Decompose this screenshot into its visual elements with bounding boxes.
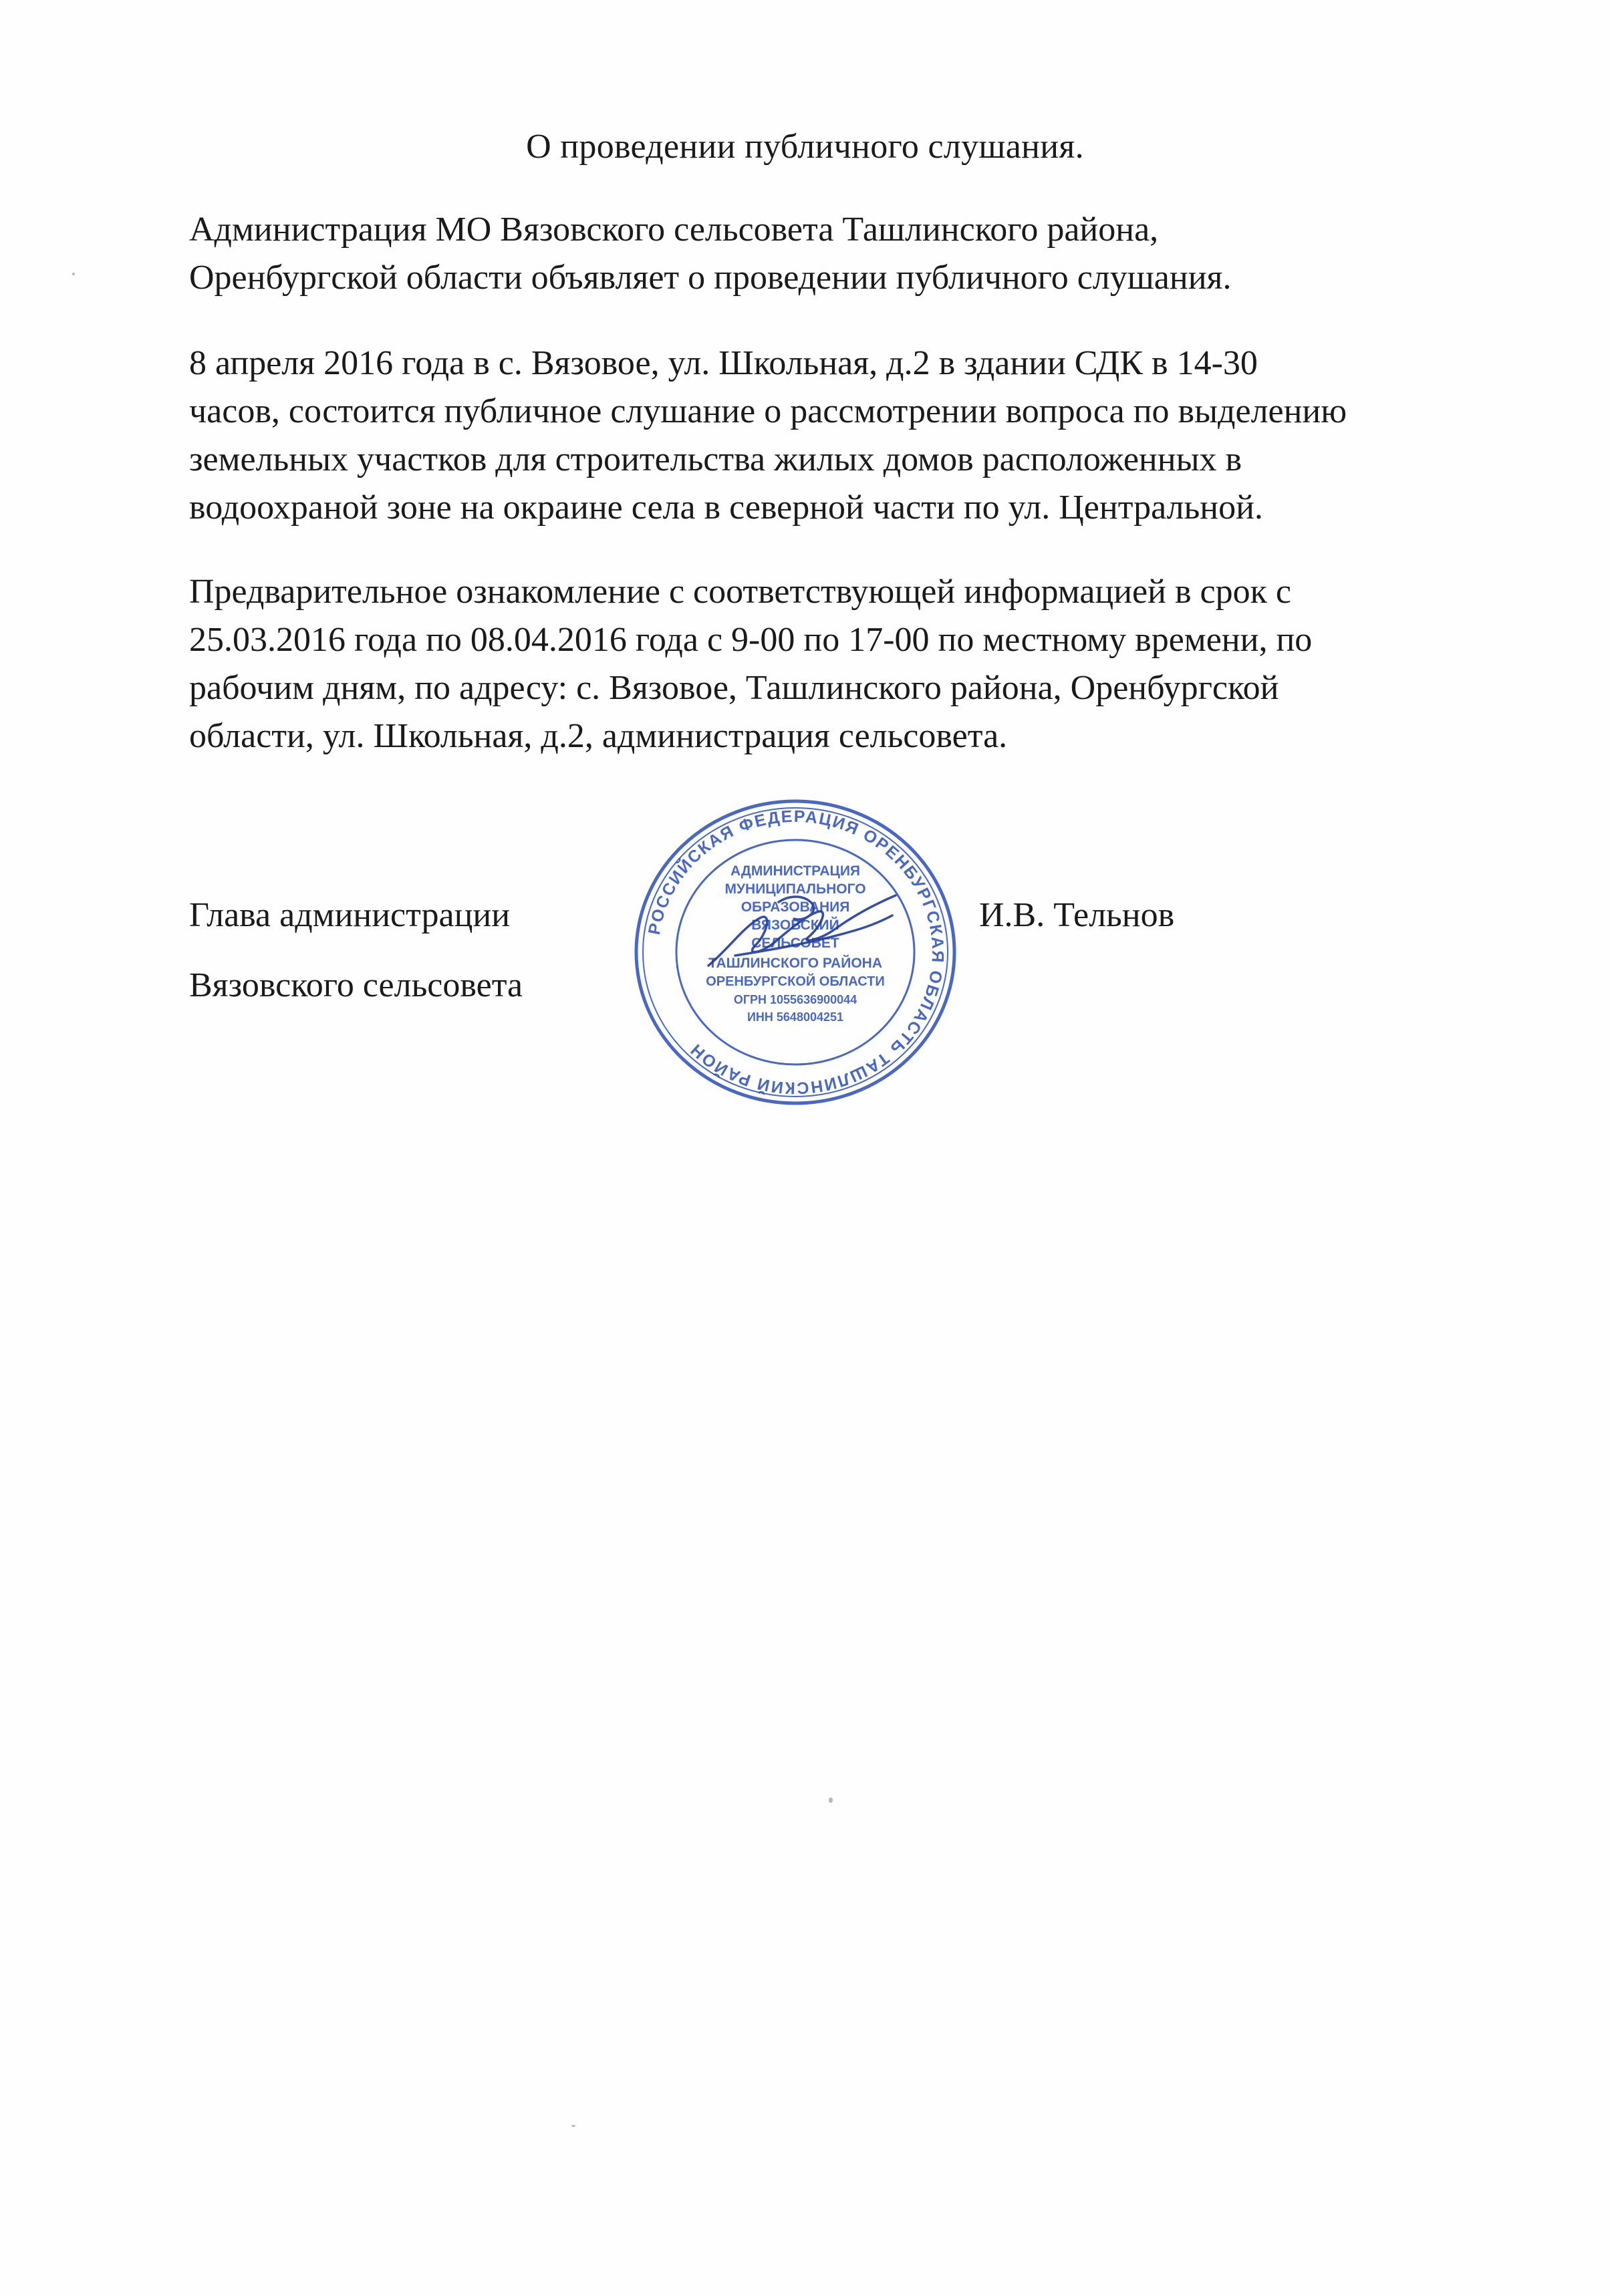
signatory-organization: Вязовского сельсовета — [189, 966, 523, 1004]
seal-text-line: СЕЛЬСОВЕТ — [751, 936, 839, 951]
seal-text-line: ТАШЛИНСКОГО РАЙОНА — [708, 956, 882, 971]
seal-text-line: ОРЕНБУРГСКОЙ ОБЛАСТИ — [706, 974, 885, 989]
text-line: 8 апреля 2016 года в с. Вязовое, ул. Школьная, д.2 в здании СДК в 14-30 — [189, 344, 1258, 382]
text-line: Предварительное ознакомление с соответствующей информацией в срок с — [189, 573, 1291, 611]
text-line: Оренбургской области объявляет о проведении публичного слушания. — [189, 259, 1232, 297]
seal-text-line: ИНН 5648004251 — [747, 1010, 844, 1024]
paragraph-preliminary-review — [189, 568, 1519, 760]
seal-text-line: МУНИЦИПАЛЬНОГО — [724, 881, 866, 897]
text-line: земельных участков для строительства жилых домов расположенных в — [189, 440, 1242, 478]
seal-text-line: ОГРН 1055636900044 — [733, 993, 857, 1006]
paragraph-announcement — [189, 206, 1519, 302]
text-line: 25.03.2016 года по 08.04.2016 года с 9-00 по 17-00 по местному времени, по — [189, 621, 1313, 659]
scan-speck — [72, 273, 75, 275]
seal-text-line: ВЯЗОВСКИЙ — [751, 917, 839, 933]
document-title: О проведении публичного слушания. — [526, 128, 1084, 166]
text-line: области, ул. Школьная, д.2, администрация сельсовета. — [189, 717, 1008, 755]
seal-text-line: АДМИНИСТРАЦИЯ — [730, 863, 861, 879]
text-line: водоохраной зоне на окраине села в северной части по ул. Центральной. — [189, 488, 1263, 527]
scan-speck — [829, 1798, 833, 1803]
official-seal — [628, 795, 962, 1109]
text-line: Администрация МО Вязовского сельсовета Ташлинского района, — [189, 210, 1159, 249]
signatory-position: Глава администрации — [189, 896, 511, 934]
paragraph-hearing-details — [189, 339, 1519, 532]
seal-text-line: ОБРАЗОВАНИЯ — [741, 899, 850, 915]
signatory-name: И.В. Тельнов — [979, 896, 1175, 934]
scan-speck — [571, 2125, 575, 2127]
seal-graphic — [628, 795, 962, 1109]
text-line: часов, состоится публичное слушание о рассмотрении вопроса по выделению — [189, 392, 1347, 430]
text-line: рабочим дням, по адресу: с. Вязовое, Ташлинского района, Оренбургской — [189, 669, 1279, 707]
seal-ring-text: РОССИЙСКАЯ ФЕДЕРАЦИЯ ОРЕНБУРГСКАЯ ОБЛАСТЬ ТАШЛИНСКИЙ РАЙОН — [644, 807, 948, 1098]
